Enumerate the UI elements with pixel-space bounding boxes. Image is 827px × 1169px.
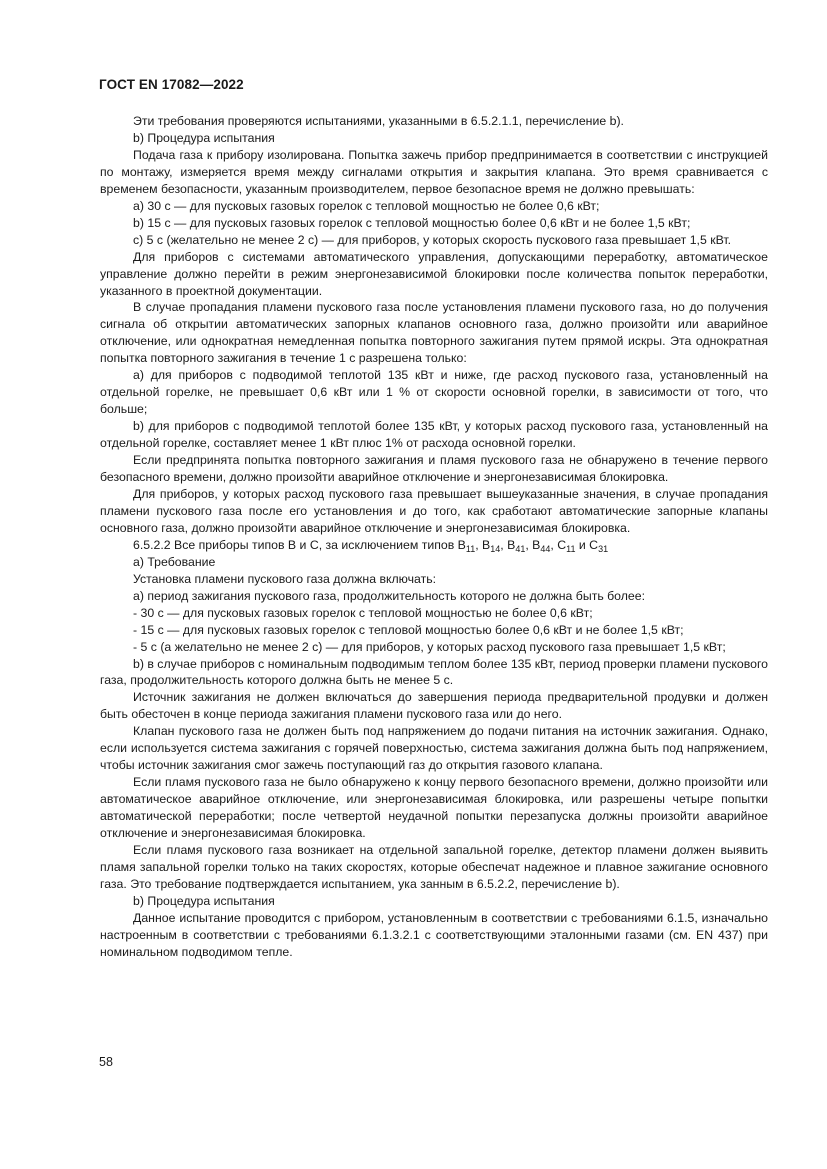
paragraph: Данное испытание проводится с прибором, установленным в соответствии с требованиями 6.1.5, изначально настроенным в соответствии с требованиями 6.1.3.2.1 с соответствующими эталонными газами (см. EN 437) при номинальном подводимом тепле.: [100, 910, 768, 959]
paragraph: Для приборов, у которых расход пускового газа превышает вышеуказанные значения, в случае пропадания пламени пускового газа после его установления и до того, как сработают автоматические запорные клапаны основного газа, должно произойти аварийное отключение и энергонезависимая блокировка.: [100, 486, 768, 535]
section-heading: b) Процедура испытания: [133, 130, 275, 145]
paragraph: Если предпринята попытка повторного зажигания и пламя пускового газа не обнаружено в течение первого безопасного времени, должно произойти аварийное отключение и энергонезависимая блокировка.: [100, 453, 768, 485]
page-number: 58: [99, 1055, 113, 1069]
document-header: ГОСТ EN 17082—2022: [99, 77, 244, 92]
paragraph: Если пламя пускового газа не было обнаружено к концу первого безопасного времени, должно произойти или автоматическое аварийное отключение, или энергонезависимая блокировка, или разрешены четыре попытки автоматической переработки; после четвертой неудачной попытки перезапуска должны произойти аварийное отключение и энергонезависимая блокировка.: [100, 775, 768, 841]
type-b11: $B_{11}$,: [457, 537, 483, 554]
type-b14: $B_{14}$,: [482, 537, 508, 554]
section-lead-text: 6.5.2.2 Все приборы типов B и C, за исключением типов: [133, 537, 458, 552]
section-heading: b) Процедура испытания: [133, 893, 275, 908]
list-item: c) 5 с (желательно не менее 2 с) — для приборов, у которых скорость пускового газа превышает 1,5 кВт.: [133, 232, 732, 247]
list-item: a) период зажигания пускового газа, продолжительность которого не должна быть более:: [133, 588, 646, 603]
paragraph: Источник зажигания не должен включаться до завершения периода предварительной продувки и должен быть обесточен в конце периода зажигания пламени пускового газа или до него.: [100, 690, 768, 722]
type-b44: $B_{44}$,: [532, 537, 558, 554]
list-item: a) 30 с — для пусковых газовых горелок с тепловой мощностью не более 0,6 кВт;: [133, 198, 600, 213]
section-heading: a) Требование: [133, 554, 216, 569]
paragraph: Для приборов с системами автоматического управления, допускающими переработку, автоматическое управление должно перейти в режим энергонезависимой блокировки после количества попыток переработки, указанного в проектной документации.: [100, 249, 768, 298]
type-c11: $C_{11}$ и: [557, 537, 590, 554]
paragraph: Эти требования проверяются испытаниями, указанными в 6.5.2.1.1, перечисление b).: [133, 114, 624, 128]
list-item: b) 15 с — для пусковых газовых горелок с тепловой мощностью более 0,6 кВт и не более 1,5 кВт;: [133, 215, 691, 230]
type-b41: $B_{41}$,: [507, 537, 533, 554]
section-6-5-2-2-heading: [100, 537, 768, 554]
list-item: b) в случае приборов с номинальным подводимым теплом более 135 кВт, период проверки пламени пускового газа, продолжительность которого должна быть не менее 5 с.: [100, 656, 768, 688]
list-item: a) для приборов с подводимой теплотой 135 кВт и ниже, где расход пускового газа, установленный на отдельной горелке, не превышает 0,6 кВт или 1 % от скорости основной горелки, в зависимости от того, что больше;: [100, 368, 768, 417]
paragraph: Если пламя пускового газа возникает на отдельной запальной горелке, детектор пламени должен выявить пламя запальной горелки только на таких скоростях, которые обеспечат надежное и плавное зажигание основного газа. Это требование подтверждается испытанием, ука занным в 6.5.2.2, перечисление b).: [100, 842, 768, 891]
document-body: [100, 113, 768, 961]
paragraph: Клапан пускового газа не должен быть под напряжением до подачи питания на источник зажигания. Однако, если используется система зажигания с горячей поверхностью, система зажигания должна быть под напряжением, чтобы источник зажигания смог зажечь поступающий газ до открытия газового клапана.: [100, 724, 768, 773]
list-item: - 5 с (а желательно не менее 2 с) — для приборов, у которых расход пускового газа превышает 1,5 кВт;: [133, 639, 726, 654]
list-item: - 15 с — для пусковых газовых горелок с тепловой мощностью более 0,6 кВт и не более 1,5 кВт;: [133, 622, 684, 637]
list-item: b) для приборов с подводимой теплотой более 135 кВт, у которых расход пускового газа, установленный на отдельной горелке, составляет менее 1 кВт плюс 1% от расхода основной горелки.: [100, 419, 768, 451]
paragraph: В случае пропадания пламени пускового газа после установления пламени пускового газа, но до получения сигнала об открытии автоматических запорных клапанов основного газа, должно произойти или аварийное отключение, или однократная немедленная попытка повторного зажигания путем прямой искры. Эта однократная попытка повторного зажигания в течение 1 с разрешена только:: [100, 300, 768, 366]
list-item: - 30 с — для пусковых газовых горелок с тепловой мощностью не более 0,6 кВт;: [133, 605, 593, 620]
paragraph: Подача газа к прибору изолирована. Попытка зажечь прибор предпринимается в соответствии с инструкцией по монтажу, измеряется время между сигналами открытия и закрытия клапана. Это время сравнивается с временем безопасности, указанным производителем, первое безопасное время не должно превышать:: [100, 147, 768, 196]
type-c31: $C_{31}$: [589, 537, 609, 554]
paragraph: Установка пламени пускового газа должна включать:: [133, 571, 437, 586]
